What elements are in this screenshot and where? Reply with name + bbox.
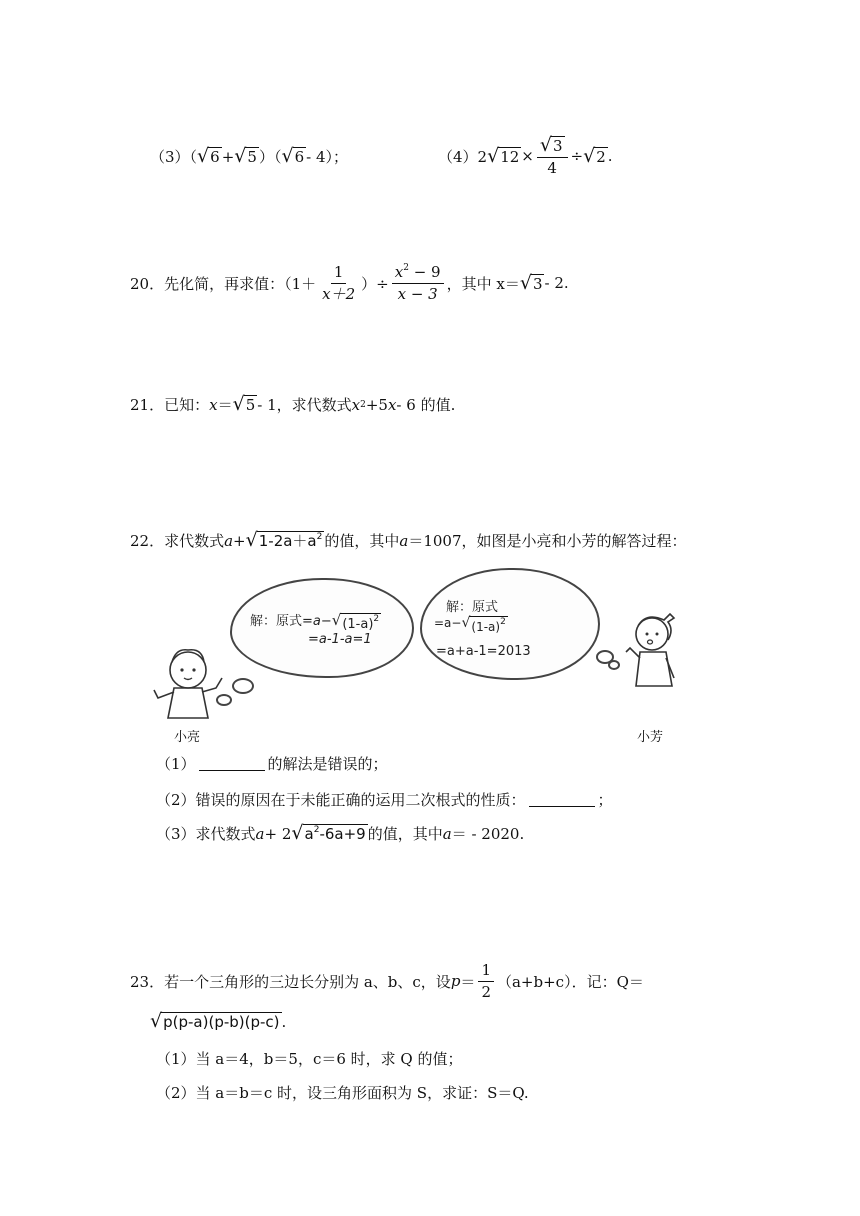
frac-numerator: 1 — [331, 264, 347, 284]
q23-paren: （a+b+c）．记：Q＝ — [496, 972, 644, 991]
radical: √ 5 — [232, 393, 256, 415]
var-a: a — [255, 824, 265, 843]
question-22 — [130, 530, 687, 551]
expr-end: - 4）； — [306, 148, 348, 166]
name-xiaoliang: 小亮 — [174, 730, 201, 745]
frac-denominator: x − 3 — [397, 284, 438, 303]
radicand-rest: -6a+9 — [319, 825, 366, 843]
radical: √ 12 — [487, 144, 520, 167]
question-23 — [130, 962, 644, 1000]
fraction — [319, 264, 358, 302]
radicand — [257, 531, 325, 550]
radical: √ $(1-a)^2$ — [331, 611, 380, 632]
radical: √ 3 — [519, 271, 543, 294]
q20-mid: ）÷ — [361, 274, 389, 293]
radical: √ 6 — [197, 145, 220, 167]
radical: √ p(p-a)(p-b)(p-c) — [150, 1010, 280, 1032]
var-x: x — [394, 263, 404, 281]
plus-sign: + 2 — [264, 824, 292, 843]
q21-rest: +5 — [365, 395, 388, 414]
radicand: 3 — [532, 274, 543, 293]
cloud-right-line3: =a+a-1=2013 — [436, 644, 531, 659]
sub-text: ； — [597, 791, 613, 809]
frac-denominator: 2 — [481, 982, 491, 1001]
cloud-right-line1: 解：原式 — [446, 600, 499, 615]
radicand: 6 — [210, 148, 220, 166]
radicand: 6 — [294, 148, 305, 166]
cloud-left-line2: =a-1-a=1 — [308, 632, 372, 647]
exponent: 2 — [360, 399, 366, 410]
sub-label: （1） — [156, 755, 196, 773]
q22-prefix: 22．求代数式 — [130, 532, 225, 550]
var-a: a — [224, 531, 234, 550]
radicand: 5 — [245, 396, 256, 414]
cloud-left-line1 — [250, 610, 381, 632]
q20-tail2: - 2. — [544, 274, 569, 292]
q21-mid: - 1，求代数式 — [257, 396, 352, 414]
cloud-right-line2 — [434, 616, 508, 634]
plus-sign: + — [233, 531, 246, 550]
radicand — [303, 824, 368, 843]
sub-text: （3）求代数式 — [156, 825, 256, 843]
radical: √ 2 — [583, 144, 606, 167]
q22-sub1 — [156, 753, 388, 774]
radicand-text: a — [304, 825, 314, 843]
radical: √ $a^2-6a+9$ — [291, 822, 366, 844]
frac-denominator: x＋2 — [322, 284, 356, 303]
divide-sign: ÷ — [570, 147, 584, 166]
var-p: p — [450, 972, 461, 990]
equals-sign: ＝ — [217, 396, 233, 414]
radicand: 12 — [500, 147, 520, 166]
radicand: p(p-a)(p-b)(p-c) — [163, 1013, 280, 1031]
frac-numerator: 3 — [552, 137, 563, 155]
q22-sub3 — [156, 823, 524, 844]
var-a: a — [312, 614, 321, 629]
q23-formula — [150, 1012, 286, 1031]
sub-text: ＝ - 2020. — [451, 825, 525, 843]
q22-suffix2: ＝1007，如图是小亮和小芳的解答过程： — [408, 532, 687, 550]
q22-suffix: 的值，其中 — [324, 532, 400, 550]
radicand: 5 — [247, 148, 257, 166]
boy-figure — [144, 644, 234, 734]
exponent: 2 — [373, 614, 380, 624]
fraction: √ 3 4 — [537, 136, 568, 177]
sub-text: 的解法是错误的； — [267, 755, 388, 773]
expr-end: . — [607, 147, 613, 166]
exponent: 2 — [313, 825, 320, 835]
q22-sub2 — [156, 789, 613, 810]
q23-prefix: 23．若一个三角形的三边长分别为 a、b、c，设 — [130, 972, 451, 991]
radical: √ $(1-a)^2$ — [461, 615, 506, 634]
question-21 — [130, 394, 455, 415]
var-x: x — [387, 395, 397, 414]
formula-end: . — [281, 1012, 287, 1031]
fraction — [392, 264, 444, 302]
radicand-text: (1-a) — [342, 617, 374, 632]
q23-sub1: （1）当 a＝4，b＝5，c＝6 时，求 Q 的值； — [156, 1050, 463, 1068]
var-x: x — [209, 395, 218, 414]
radicand-text: (1-a) — [471, 620, 501, 634]
thought-bubble — [232, 678, 254, 694]
q23-sub2: （2）当 a＝b＝c 时，设三角形面积为 S，求证：S＝Q. — [156, 1084, 529, 1102]
q21-end: - 6 的值. — [396, 396, 456, 414]
q20-tail: ，其中 x＝ — [446, 274, 520, 293]
exponent: 2 — [316, 532, 323, 542]
cloud-text: 解：原式= — [250, 614, 313, 629]
radical: √ $1-2a+a^2$ — [245, 529, 323, 551]
radicand: 2 — [596, 147, 606, 166]
radical: √ 6 — [281, 145, 305, 167]
sub-text: 的值，其中 — [367, 825, 443, 843]
q19-part4 — [438, 136, 613, 177]
equals-sign: ＝ — [460, 972, 476, 991]
q19-part4-label: （4）2 — [438, 147, 488, 166]
illustration — [140, 566, 710, 746]
q21-prefix: 21．已知： — [130, 396, 210, 414]
plus-sign: + — [221, 147, 235, 166]
fraction — [478, 962, 494, 1000]
girl-figure — [618, 606, 698, 706]
num-rest: − 9 — [408, 263, 441, 281]
minus-sign: − — [320, 614, 332, 629]
var-a: a — [399, 531, 409, 550]
q19-part3 — [150, 146, 348, 167]
q20-prefix: 20．先化简，再求值：（1＋ — [130, 274, 317, 293]
question-20 — [130, 264, 569, 302]
exponent: 2 — [500, 617, 506, 627]
radicand-text: 1-2a＋a — [258, 532, 317, 550]
var-x: x — [351, 395, 361, 414]
answer-blank[interactable] — [529, 792, 595, 807]
name-xiaofang: 小芳 — [637, 730, 664, 745]
paren-text: ）（ — [258, 148, 282, 166]
exponent: 2 — [403, 263, 409, 273]
answer-blank[interactable] — [199, 756, 265, 771]
var-a: a — [442, 824, 452, 843]
sub-text: （2）错误的原因在于未能正确的运用二次根式的性质： — [156, 791, 526, 809]
frac-denominator: 4 — [547, 159, 557, 177]
q19-part3-label: （3）（ — [150, 148, 198, 166]
cloud-text: =a− — [434, 616, 462, 630]
frac-numerator: 1 — [478, 962, 494, 982]
times-sign: × — [521, 147, 534, 166]
radical: √ 5 — [234, 145, 257, 167]
